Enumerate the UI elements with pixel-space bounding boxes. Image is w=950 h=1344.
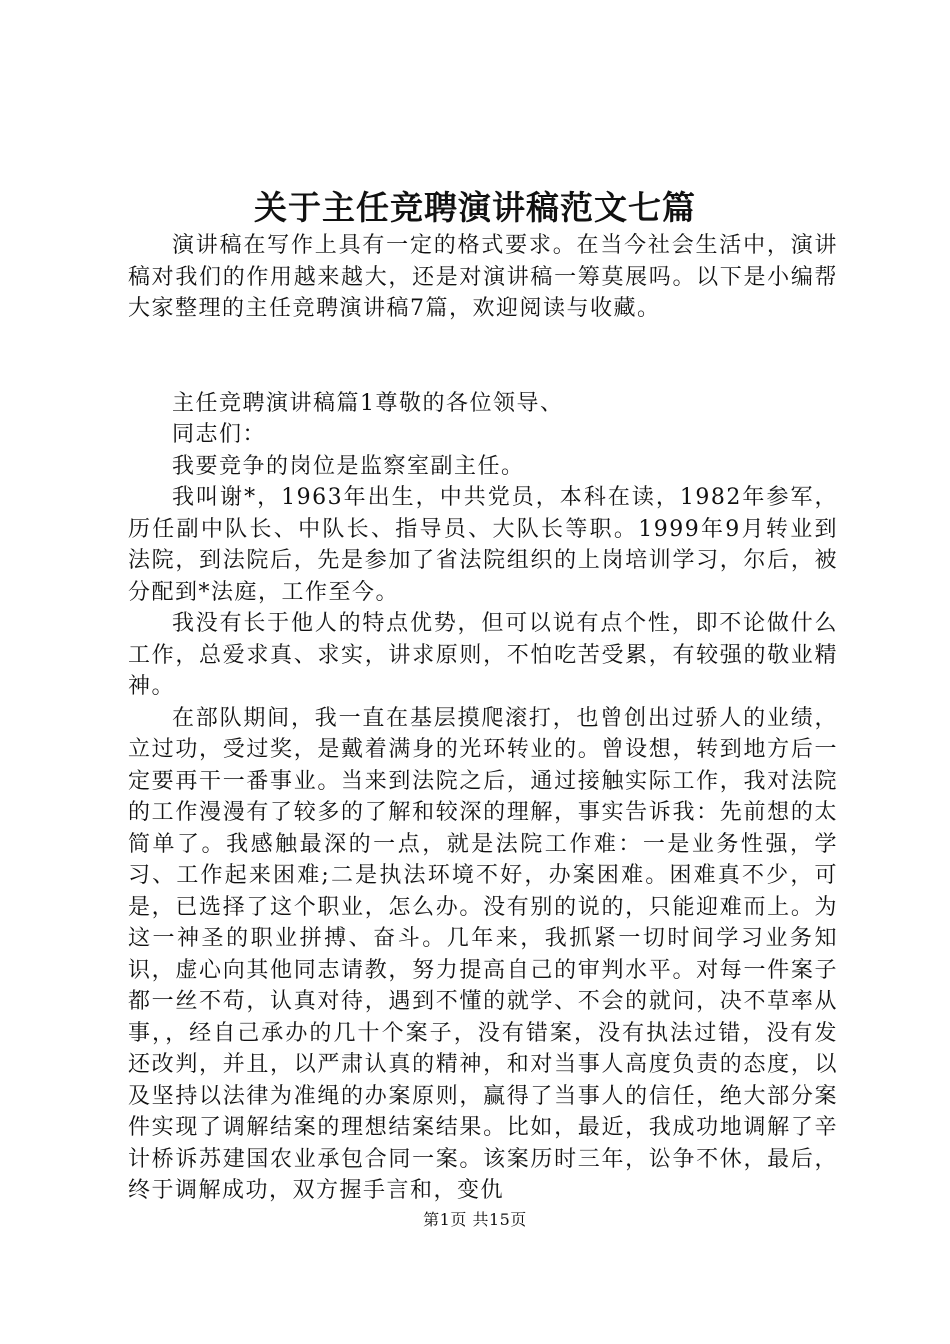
- paragraph-experience: 在部队期间，我一直在基层摸爬滚打，也曾创出过骄人的业绩，立过功，受过奖，是戴着满身的光环转业的。曾设想，转到地方后一定要再干一番事业。当来到法院之后，通过接触实际工作，我对法院的工作漫漫有了较多的了解和较深的理解，事实告诉我：先前想的太简单了。我感触最深的一点，就是法院工作难：一是业务性强，学习、工作起来困难;二是执法环境不好，办案困难。困难真不少，可是，已选择了这个职业，怎么办。没有别的说的，只能迎难而上。为这一神圣的职业拼搏、奋斗。几年来，我抓紧一切时间学习业务知识，虚心向其他同志请教，努力提高自己的审判水平。对每一件案子都一丝不苟，认真对待，遇到不懂的就学、不会的就问，决不草率从事，，经自己承办的几十个案子，没有错案，没有执法过错，没有发还改判，并且，以严肃认真的精神，和对当事人高度负责的态度，以及坚持以法律为准绳的办案原则，赢得了当事人的信任，绝大部分案件实现了调解结案的理想结案结果。比如，最近，我成功地调解了辛计桥诉苏建国农业承包合同一案。该案历时三年，讼争不休，最后，终于调解成功，双方握手言和，变仇: [128, 705, 838, 1203]
- paragraph-speech-heading: 主任竞聘演讲稿篇1尊敬的各位领导、: [172, 390, 564, 416]
- document-body: [128, 230, 838, 1207]
- paragraph-position: 我要竞争的岗位是监察室副主任。: [172, 453, 525, 479]
- document-title: 关于主任竞聘演讲稿范文七篇: [254, 188, 696, 227]
- page-footer: 第1页 共15页: [423, 1210, 527, 1229]
- paragraph-intro: 演讲稿在写作上具有一定的格式要求。在当今社会生活中，演讲稿对我们的作用越来越大，还是对演讲稿一筹莫展吗。以下是小编帮大家整理的主任竞聘演讲稿7篇，欢迎阅读与收藏。: [128, 233, 838, 321]
- paragraph-background: 我叫谢*，1963年出生，中共党员，本科在读，1982年参军，历任副中队长、中队长、指导员、大队长等职。1999年9月转业到法院，到法院后，先是参加了省法院组织的上岗培训学习，尔后，被分配到*法庭，工作至今。: [128, 485, 838, 605]
- paragraph-personality: 我没有长于他人的特点优势，但可以说有点个性，即不论做什么工作，总爱求真、求实，讲求原则，不怕吃苦受累，有较强的敬业精神。: [128, 611, 838, 699]
- paragraph-salutation: 同志们：: [172, 422, 267, 447]
